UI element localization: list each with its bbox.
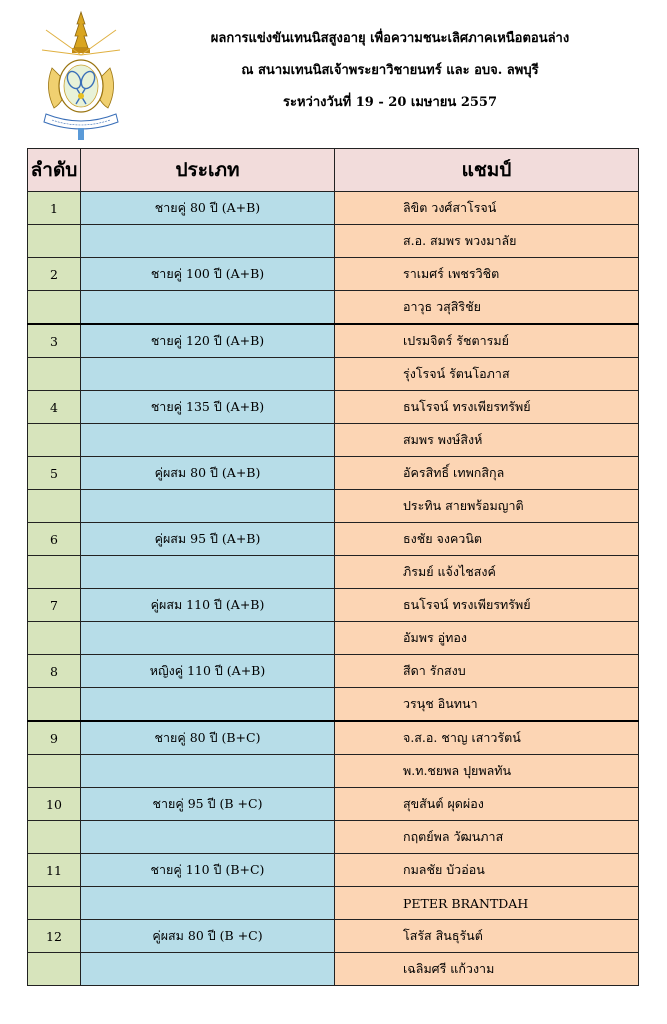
champion-cell: เปรมจิตร์ รัชตารมย์	[335, 324, 639, 358]
royal-emblem-crest-icon	[38, 10, 124, 142]
event-type-cell: ชายคู่ 120 ปี (A+B)	[81, 324, 335, 358]
champion-cell: ธนโรจน์ ทรงเพียรทรัพย์	[335, 391, 639, 424]
header-dates: ระหว่างวันที่ 19 - 20 เมษายน 2557	[282, 95, 497, 110]
table-row	[28, 622, 639, 655]
table-row	[28, 920, 639, 953]
table-row	[28, 258, 639, 291]
table-row	[28, 854, 639, 887]
rank-cell: 7	[28, 589, 81, 622]
rank-cell	[28, 622, 81, 655]
header-title: ผลการแข่งขันเทนนิสสูงอายุ เพื่อความชนะเลิศภาคเหนือตอนล่าง	[210, 31, 570, 46]
table-row	[28, 358, 639, 391]
event-type-cell	[81, 821, 335, 854]
event-type-cell	[81, 887, 335, 920]
event-type-cell	[81, 556, 335, 589]
champion-cell: เฉลิมศรี แก้วงาม	[335, 953, 639, 986]
table-row	[28, 788, 639, 821]
champion-cell: กฤตย์พล วัฒนภาส	[335, 821, 639, 854]
champion-cell: ภิรมย์ แจ้งไชสงค์	[335, 556, 639, 589]
champion-cell: ลิขิต วงศ์สาโรจน์	[335, 192, 639, 225]
champion-cell: ราเมศร์ เพชรวิชิต	[335, 258, 639, 291]
champion-cell: ธงชัย จงควนิต	[335, 523, 639, 556]
event-type-cell	[81, 358, 335, 391]
event-type-cell: ชายคู่ 95 ปี (B +C)	[81, 788, 335, 821]
rank-cell: 9	[28, 721, 81, 755]
rank-cell: 8	[28, 655, 81, 688]
table-body	[28, 192, 639, 986]
event-type-cell: คู่ผสม 95 ปี (A+B)	[81, 523, 335, 556]
rank-cell	[28, 291, 81, 325]
table-row	[28, 225, 639, 258]
table-row	[28, 688, 639, 722]
rank-cell: 2	[28, 258, 81, 291]
table-row	[28, 755, 639, 788]
header-venue: ณ สนามเทนนิสเจ้าพระยาวิชายนทร์ และ อบจ. ลพบุรี	[241, 63, 539, 78]
table-row	[28, 192, 639, 225]
event-type-cell	[81, 225, 335, 258]
event-type-cell	[81, 622, 335, 655]
event-type-cell: ชายคู่ 80 ปี (B+C)	[81, 721, 335, 755]
event-type-cell: ชายคู่ 135 ปี (A+B)	[81, 391, 335, 424]
champion-cell: ธนโรจน์ ทรงเพียรทรัพย์	[335, 589, 639, 622]
event-type-cell	[81, 755, 335, 788]
table-row	[28, 589, 639, 622]
table-row	[28, 424, 639, 457]
header-rank: ลำดับ	[28, 149, 81, 192]
champion-cell: สีดา รักสงบ	[335, 655, 639, 688]
table-row	[28, 721, 639, 755]
table-row	[28, 291, 639, 325]
event-type-cell	[81, 953, 335, 986]
rank-cell: 4	[28, 391, 81, 424]
champion-cell: สุขสันต์ ผุดผ่อง	[335, 788, 639, 821]
champion-cell: ส.อ. สมพร พวงมาลัย	[335, 225, 639, 258]
header-champion: แชมป์	[335, 149, 639, 192]
champion-cell: วรนุช อินทนา	[335, 688, 639, 722]
event-type-cell	[81, 688, 335, 722]
event-type-cell	[81, 291, 335, 325]
table-row	[28, 556, 639, 589]
champion-cell: ประทิน สายพร้อมญาติ	[335, 490, 639, 523]
table-row	[28, 391, 639, 424]
champion-cell: พ.ท.ชยพล ปุยพลทัน	[335, 755, 639, 788]
champion-cell: รุ่งโรจน์ รัตนโอภาส	[335, 358, 639, 391]
table-row	[28, 655, 639, 688]
table-row	[28, 953, 639, 986]
event-type-cell	[81, 490, 335, 523]
table-row	[28, 490, 639, 523]
rank-cell	[28, 755, 81, 788]
rank-cell	[28, 887, 81, 920]
rank-cell	[28, 358, 81, 391]
rank-cell	[28, 225, 81, 258]
champion-cell: อัครสิทธิ์ เทพกสิกุล	[335, 457, 639, 490]
rank-cell: 6	[28, 523, 81, 556]
header-type: ประเภท	[81, 149, 335, 192]
champion-cell: กมลชัย บัวอ่อน	[335, 854, 639, 887]
rank-cell	[28, 688, 81, 722]
rank-cell: 12	[28, 920, 81, 953]
rank-cell	[28, 490, 81, 523]
rank-cell	[28, 953, 81, 986]
table-row	[28, 821, 639, 854]
champion-cell: จ.ส.อ. ชาญ เสาวรัตน์	[335, 721, 639, 755]
page-header	[140, 30, 640, 126]
rank-cell	[28, 556, 81, 589]
table-row	[28, 523, 639, 556]
event-type-cell: ชายคู่ 100 ปี (A+B)	[81, 258, 335, 291]
champion-cell: PETER BRANTDAH	[335, 887, 639, 920]
event-type-cell: คู่ผสม 80 ปี (A+B)	[81, 457, 335, 490]
table-header-row	[28, 149, 639, 192]
champion-cell: อัมพร อู่ทอง	[335, 622, 639, 655]
rank-cell	[28, 424, 81, 457]
event-type-cell: หญิงคู่ 110 ปี (A+B)	[81, 655, 335, 688]
table-row	[28, 324, 639, 358]
champion-cell: สมพร พงษ์สิงห์	[335, 424, 639, 457]
table-row	[28, 457, 639, 490]
rank-cell: 5	[28, 457, 81, 490]
event-type-cell: ชายคู่ 110 ปี (B+C)	[81, 854, 335, 887]
event-type-cell: คู่ผสม 110 ปี (A+B)	[81, 589, 335, 622]
rank-cell: 11	[28, 854, 81, 887]
champion-cell: โสรัส สินธุรันต์	[335, 920, 639, 953]
event-type-cell: ชายคู่ 80 ปี (A+B)	[81, 192, 335, 225]
rank-cell: 1	[28, 192, 81, 225]
event-type-cell: คู่ผสม 80 ปี (B +C)	[81, 920, 335, 953]
event-type-cell	[81, 424, 335, 457]
table-row	[28, 887, 639, 920]
rank-cell	[28, 821, 81, 854]
rank-cell: 3	[28, 324, 81, 358]
rank-cell: 10	[28, 788, 81, 821]
champion-cell: อาวุธ วสุสิริชัย	[335, 291, 639, 325]
results-table	[27, 148, 639, 986]
